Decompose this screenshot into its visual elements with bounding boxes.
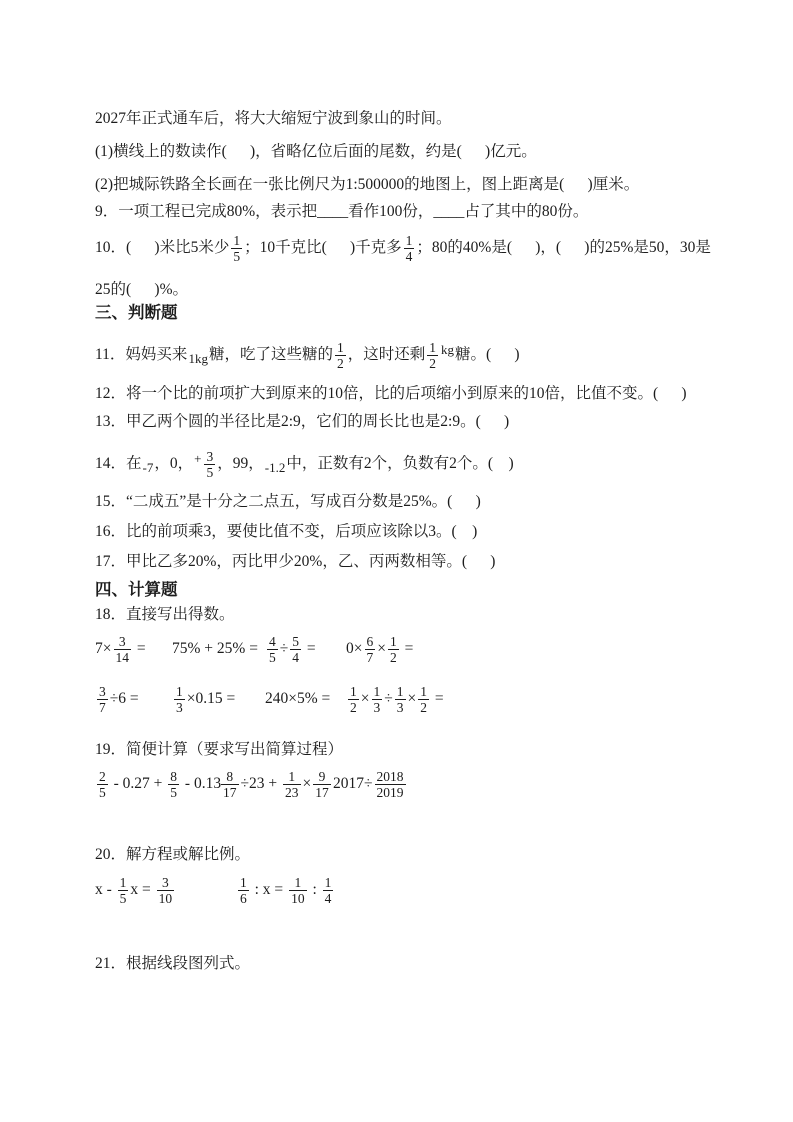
q8-part1-line: (1)横线上的数读作( )，省略亿位后面的尾数，约是( )亿元。 [95,143,537,160]
fraction [313,769,331,800]
fraction-denominator: 4 [405,248,413,264]
fraction [267,634,278,665]
text-run: 14．在 [95,455,142,472]
fraction-numerator: 8 [170,768,178,784]
text-run: 中，正数有2个，负数有2个。( ) [286,455,514,472]
fraction [157,875,175,906]
question-19-title: 19．简便计算（要求写出简算过程） [95,741,344,758]
question-11 [95,329,715,380]
fraction [283,769,301,800]
q19-calc-row [95,758,408,810]
text-run: x = [130,881,155,898]
text-run: × [360,690,370,707]
text-run: 糖，吃了这些糖的 [208,346,333,363]
text-run: 糖。( ) [454,346,520,363]
question-13: 13．甲乙两个圆的半径比是2:9，它们的周长比也是2:9。( ) [95,413,510,430]
question-15: 15．“二成五”是十分之二点五，写成百分数是25%。( ) [95,493,481,510]
text-run: 11．妈妈买来 [95,346,188,363]
text-run: 75% + 25% = [172,640,258,657]
math-expression [346,676,444,722]
text-run: × [377,640,386,657]
math-expression [172,676,265,722]
question-20-title: 20．解方程或解比例。 [95,846,251,863]
question-10 [95,227,715,311]
fraction-denominator: 2 [420,699,428,715]
question-17: 17．甲比乙多20%，丙比甲少20%，乙、丙两数相等。( ) [95,553,496,570]
fraction-denominator: 7 [366,649,374,665]
section-judge-title: 三、判断题 [95,303,178,322]
fraction [395,684,406,715]
fraction-denominator: 10 [291,890,305,906]
fraction [238,875,249,906]
fraction-denominator: 4 [324,890,332,906]
text-run: × [302,775,312,792]
text-run: = [303,640,316,657]
fraction [97,684,108,715]
fraction-numerator: 1 [233,232,241,248]
math-expression [95,626,172,672]
fraction-numerator: 3 [118,633,126,649]
fraction [174,684,185,715]
text-run: = [431,690,444,707]
fraction-numerator: 1 [390,633,397,649]
fraction-denominator: 7 [99,699,106,715]
fraction [97,769,108,800]
text-run: ，这时还剩 [347,346,426,363]
subscript-text: 1kg [188,351,208,366]
fraction-denominator: 5 [206,464,214,480]
text-run: ×0.15 = [186,690,236,707]
fraction-denominator: 2 [429,355,436,371]
fraction-numerator: 3 [99,683,106,699]
q18-calc-row-1 [95,626,413,672]
section-calc-title: 四、计算题 [95,580,178,599]
fraction-numerator: 4 [269,633,276,649]
text-run: ÷6 = [109,690,139,707]
fraction-denominator: 5 [170,784,178,800]
question-18-title: 18．直接写出得数。 [95,606,235,623]
text-run: ÷ [279,640,289,657]
fraction-denominator: 5 [99,784,106,800]
superscript-text: + [194,451,202,466]
fraction [372,684,383,715]
subscript-text: -1.2 [264,460,286,475]
fraction-denominator: 5 [233,248,241,264]
fraction-denominator: 10 [158,890,173,906]
fraction [427,340,438,371]
fraction-denominator: 3 [373,699,381,715]
math-expression [265,676,346,722]
subscript-text: -7 [142,460,154,475]
fraction-numerator: 9 [318,768,326,784]
math-expression [95,758,222,810]
fraction [348,684,359,715]
fraction-denominator: 17 [315,784,329,800]
fraction [365,634,376,665]
fraction [221,769,239,800]
math-expression [333,758,408,810]
fraction [388,634,399,665]
fraction-denominator: 2 [350,699,357,715]
fraction [335,340,346,371]
fraction-denominator: 4 [292,649,300,665]
fraction-denominator: 2 [390,649,397,665]
fraction [168,769,179,800]
fraction-numerator: 2018 [376,768,404,784]
math-expression [236,864,335,916]
fraction-numerator: 2 [99,768,106,784]
text-run: = [133,640,146,657]
math-expression [219,758,333,810]
fraction [289,875,307,906]
text-run: = [400,640,414,657]
question-12: 12．将一个比的前项扩大到原来的10倍，比的后项缩小到原来的10倍，比值不变。( ) [95,385,687,402]
fraction [418,684,429,715]
fraction-numerator: 1 [176,683,183,699]
text-run: x - [95,881,116,898]
text-run: 10．( )米比5米少 [95,239,230,256]
fraction-numerator: 1 [119,874,127,890]
fraction-numerator: 1 [288,768,296,784]
fraction [290,634,301,665]
fraction [204,449,215,480]
fraction-numerator: 3 [162,874,169,890]
fraction-numerator: 1 [294,874,302,890]
q18-calc-row-2 [95,676,444,722]
fraction [231,233,242,264]
fraction-numerator: 5 [292,633,300,649]
question-9: 9．一项工程已完成80%，表示把____看作100份，____占了其中的80份。 [95,203,589,220]
fraction-denominator: 3 [396,699,404,715]
question-21-title: 21．根据线段图列式。 [95,955,251,972]
text-run: 2017÷ [333,775,373,792]
fraction-denominator: 2019 [376,784,404,800]
fraction-numerator: 1 [324,874,332,890]
text-run: ，99， [217,455,264,472]
fraction-numerator: 6 [366,633,374,649]
text-run: : [308,881,321,898]
fraction-numerator: 1 [405,232,413,248]
fraction-numerator: 1 [429,339,436,355]
fraction [404,233,415,264]
fraction-numerator: 3 [206,448,214,464]
text-run: ÷ [384,690,393,707]
fraction-denominator: 17 [223,784,237,800]
fraction-numerator: 1 [420,683,428,699]
fraction [375,769,406,800]
question-14 [95,438,715,489]
fraction-denominator: 23 [285,784,299,800]
fraction-denominator: 2 [336,355,344,371]
fraction-numerator: 8 [226,768,234,784]
fraction [114,634,132,665]
q20-calc-row [95,864,335,916]
text-run: - 0.27 + [109,775,167,792]
math-expression [95,676,172,722]
math-expression [172,626,265,672]
fraction-numerator: 1 [336,339,344,355]
fraction-denominator: 3 [176,699,183,715]
fraction [118,875,129,906]
text-run: 0× [346,640,363,657]
math-expression [95,864,236,916]
fraction-denominator: 14 [115,649,129,665]
text-run: - 0.13 [181,775,222,792]
text-run: 7× [95,640,112,657]
fraction [323,875,334,906]
math-expression [265,626,346,672]
fraction-numerator: 1 [396,683,404,699]
math-expression [346,626,413,672]
text-run: : x = [250,881,288,898]
superscript-text: kg [440,342,454,357]
q8-context-line: 2027年正式通车后，将大大缩短宁波到象山的时间。 [95,110,452,127]
fraction-denominator: 5 [119,890,127,906]
q8-part2-line: (2)把城际铁路全长画在一张比例尺为1:500000的地图上，图上距离是( )厘米。 [95,176,640,193]
fraction-numerator: 1 [350,683,357,699]
fraction-denominator: 5 [269,649,276,665]
text-run: ；10千克比( )千克多 [244,239,402,256]
text-run: ，0， [154,455,194,472]
text-run: × [407,690,417,707]
text-run: ÷23 + [240,775,281,792]
fraction-numerator: 1 [373,683,381,699]
text-run: ；80的40%是( )，( )的25%是50，30是25的( )%。 [95,239,711,298]
fraction-denominator: 6 [240,890,247,906]
text-run: 240×5% = [265,690,331,707]
fraction-numerator: 1 [240,874,247,890]
question-16: 16．比的前项乘3，要使比值不变，后项应该除以3。( ) [95,523,478,540]
